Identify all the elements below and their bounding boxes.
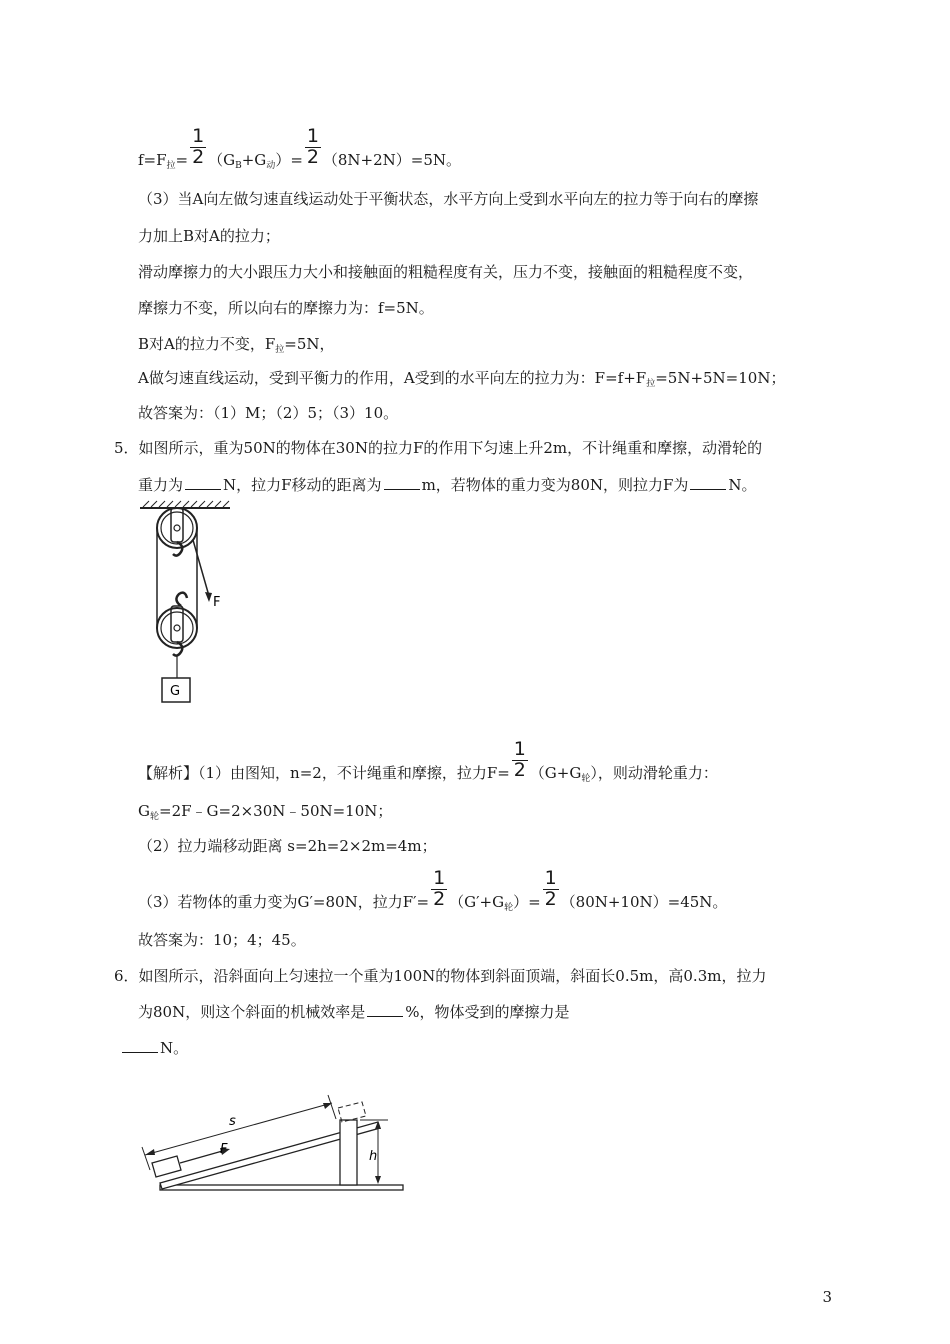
formula-line-friction [138, 125, 462, 173]
fraction-denominator: 2 [433, 888, 446, 910]
fraction-half [190, 125, 206, 173]
text: ），则动滑轮重力： [590, 764, 718, 782]
h-label: h [369, 1149, 378, 1164]
s-label: s [229, 1114, 236, 1129]
analysis-5-line-2 [138, 801, 392, 824]
subscript: 拉 [646, 379, 656, 389]
answer-blank [690, 474, 726, 490]
text-line: 力加上B对A的拉力； [138, 227, 280, 245]
fraction-numerator: 1 [433, 867, 446, 889]
subscript: 拉 [166, 161, 176, 171]
text: ）= [513, 893, 541, 911]
weight-label: G [170, 684, 181, 699]
analysis-5-line-5: 故答案为：10；4；45。 [138, 931, 306, 949]
text: 为80N，则这个斜面的机械效率是 [138, 1003, 366, 1021]
analysis-5-line-1 [138, 738, 718, 786]
fraction-half [543, 867, 559, 915]
text: N。 [160, 1039, 189, 1057]
fraction-numerator: 1 [544, 867, 557, 889]
fraction-denominator: 2 [306, 146, 319, 168]
subscript: 拉 [275, 345, 285, 355]
text: A做匀速直线运动，受到平衡力的作用，A受到的水平向左的拉力为：F=f+F [138, 369, 647, 387]
text: =2F﹣G=2×30N﹣50N=10N； [159, 802, 393, 820]
analysis-5-line-3: （2）拉力端移动距离 s=2h=2×2m=4m； [138, 837, 437, 855]
page-number: 3 [822, 1288, 832, 1306]
incline-figure [140, 1075, 410, 1200]
text: m，若物体的重力变为80N，则拉力F为 [421, 476, 689, 494]
fraction-denominator: 2 [544, 888, 557, 910]
pulley-figure [135, 498, 245, 713]
analysis-5-line-4 [138, 867, 728, 915]
text: %，物体受到的摩擦力是 [405, 1003, 570, 1021]
text: 重力为 [138, 476, 184, 494]
text: B对A的拉力不变，F [138, 335, 276, 353]
force-label: F [213, 595, 221, 610]
question-5-line-2 [138, 474, 757, 495]
fraction-numerator: 1 [192, 125, 205, 147]
answer-blank [122, 1037, 158, 1053]
text: （G [208, 151, 236, 169]
text: =5N+5N=10N； [655, 369, 786, 387]
text-line: 摩擦力不变，所以向右的摩擦力为：f=5N。 [138, 299, 434, 317]
text: =5N， [284, 335, 335, 353]
text: （G+G [529, 764, 582, 782]
text-line: 滑动摩擦力的大小跟压力大小和接触面的粗糙程度有关，压力不变，接触面的粗糙程度不变， [138, 263, 754, 281]
answer-blank [367, 1001, 403, 1017]
question-6-line-1: 6．如图所示，沿斜面向上匀速拉一个重为100N的物体到斜面顶端，斜面长0.5m，高0.3m，拉力 [114, 967, 767, 985]
text: 【解析】（1）由图知，n=2，不计绳重和摩擦，拉力F= [138, 764, 510, 782]
text: （80N+10N）=45N。 [560, 893, 728, 911]
fraction-denominator: 2 [192, 146, 205, 168]
text: f=F [138, 151, 167, 169]
text-line [138, 334, 335, 357]
text: （8N+2N）=5N。 [322, 151, 462, 169]
subscript: 轮 [504, 903, 514, 913]
answer-blank [185, 474, 221, 490]
text-line [138, 368, 785, 391]
fraction-half [512, 738, 528, 786]
fraction-half [431, 867, 447, 915]
question-6-line-2 [138, 1001, 569, 1022]
question-5-line-1: 5．如图所示，重为50N的物体在30N的拉力F的作用下匀速上升2m，不计绳重和摩擦，动滑轮的 [114, 439, 763, 457]
text: G [138, 802, 150, 820]
question-6-line-3 [120, 1037, 188, 1058]
text: （G′+G [449, 893, 505, 911]
subscript: 动 [266, 161, 276, 171]
text: N。 [728, 476, 757, 494]
fraction-numerator: 1 [513, 738, 526, 760]
f-label: F [220, 1142, 228, 1157]
text: N，拉力F移动的距离为 [223, 476, 382, 494]
text-line: 故答案为：（1）M；（2）5；（3）10。 [138, 404, 399, 422]
text: ）= [275, 151, 303, 169]
fraction-denominator: 2 [513, 759, 526, 781]
text: （3）若物体的重力变为G′=80N，拉力F′= [138, 893, 430, 911]
fraction-numerator: 1 [306, 125, 319, 147]
subscript: 轮 [581, 774, 591, 784]
text-line: （3）当A向左做匀速直线运动处于平衡状态，水平方向上受到水平向左的拉力等于向右的摩擦 [138, 190, 759, 208]
subscript: 轮 [149, 812, 159, 822]
text: = [175, 151, 189, 169]
fraction-half [305, 125, 321, 173]
text: +G [241, 151, 267, 169]
subscript: B [235, 161, 242, 171]
answer-blank [384, 474, 420, 490]
